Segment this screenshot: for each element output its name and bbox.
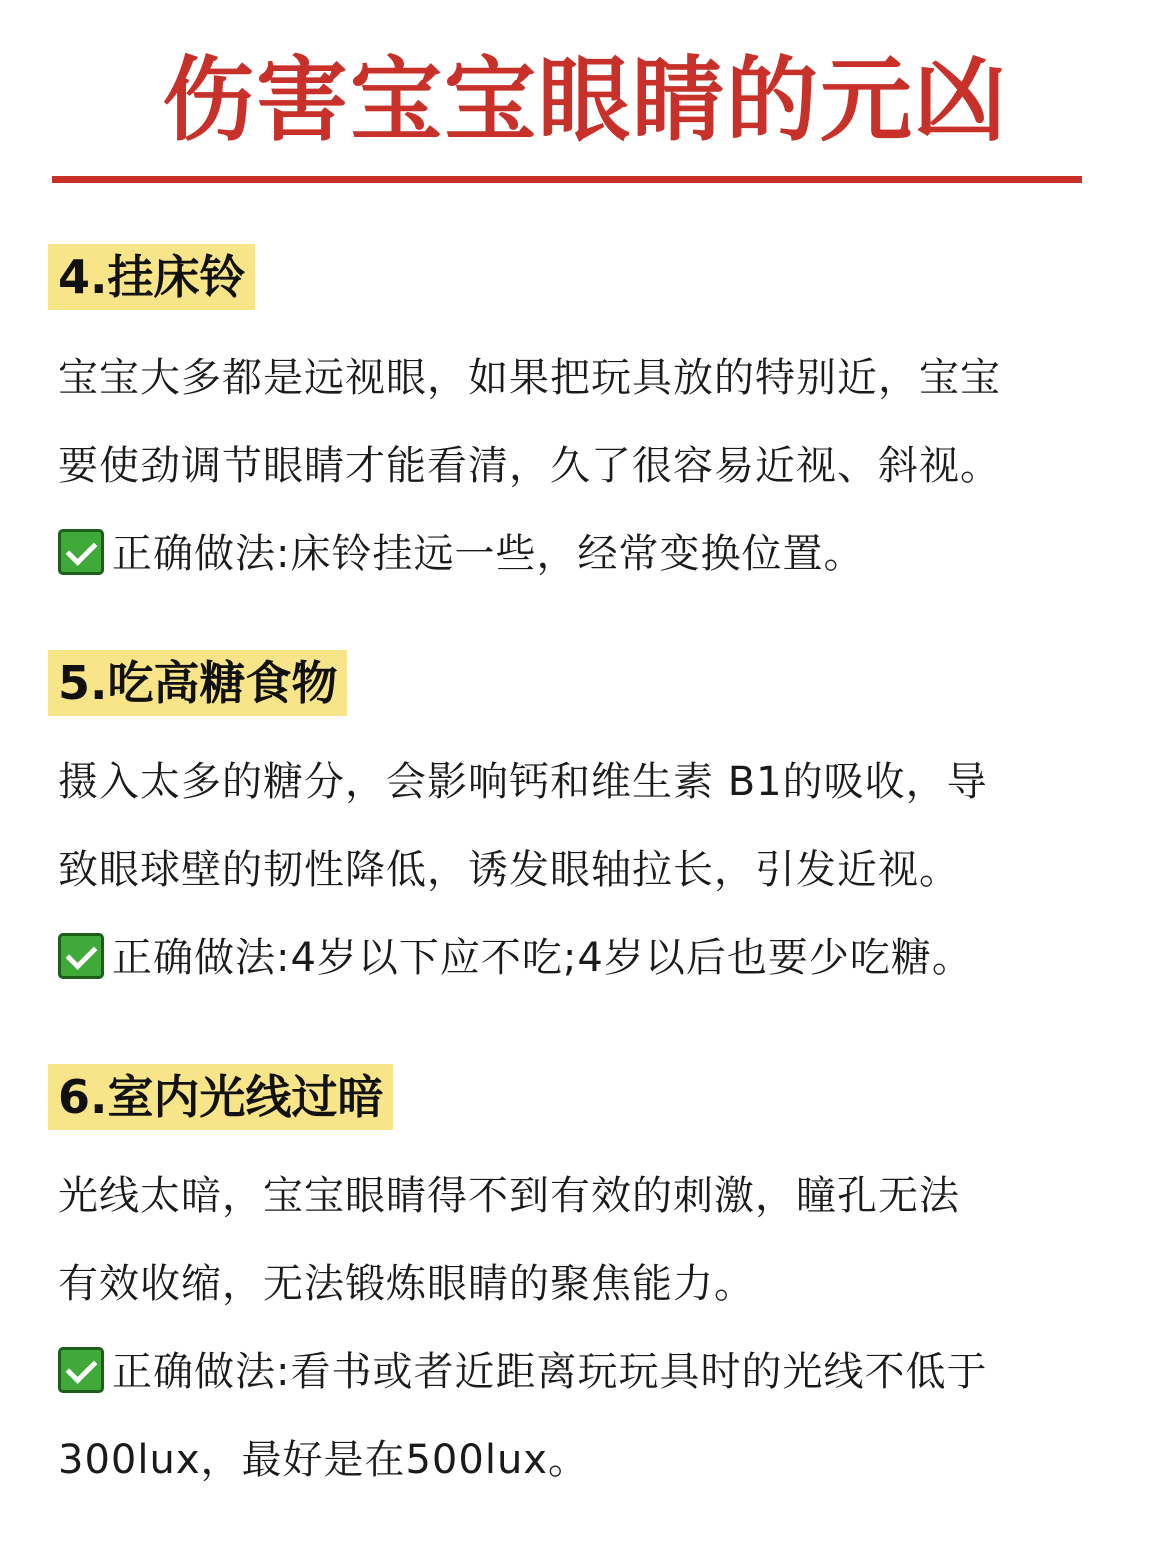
section-text-line: 宝宝大多都是远视眼，如果把玩具放的特别近，宝宝: [58, 355, 1001, 401]
tip-text: 正确做法:床铃挂远一些，经常变换位置。: [112, 531, 865, 577]
correct-method-tip: [48, 914, 1128, 1002]
page-title: 伤害宝宝眼睛的元凶: [161, 47, 1008, 154]
tip-text: 正确做法:4岁以下应不吃;4岁以后也要少吃糖。: [112, 935, 973, 981]
check-mark-icon: [58, 1347, 104, 1393]
section-dim-lighting: [48, 1064, 1128, 1504]
correct-method-tip: [48, 1328, 1128, 1416]
section-hanging-bell: [48, 244, 1128, 598]
check-mark-icon: [58, 529, 104, 575]
section-heading: 4.挂床铃: [48, 244, 255, 310]
tip-text: 正确做法:看书或者近距离玩玩具时的光线不低于: [112, 1349, 988, 1395]
section-heading: 6.室内光线过暗: [48, 1064, 393, 1130]
section-text-line: 有效收缩，无法锻炼眼睛的聚焦能力。: [58, 1261, 755, 1307]
section-text-line: 要使劲调节眼睛才能看清，久了很容易近视、斜视。: [58, 443, 1001, 489]
correct-method-tip: [48, 510, 1128, 598]
check-mark-icon: [58, 933, 104, 979]
section-text-line: 摄入太多的糖分，会影响钙和维生素 B1的吸收，导: [58, 759, 988, 805]
section-heading: 5.吃高糖食物: [48, 650, 347, 716]
title-divider: [52, 176, 1082, 183]
section-high-sugar-food: [48, 650, 1128, 1002]
section-text-line: 致眼球壁的韧性降低，诱发眼轴拉长，引发近视。: [58, 847, 960, 893]
section-text-line: 光线太暗，宝宝眼睛得不到有效的刺激，瞳孔无法: [58, 1173, 960, 1219]
tip-text-continued: 300lux，最好是在500lux。: [58, 1437, 589, 1483]
